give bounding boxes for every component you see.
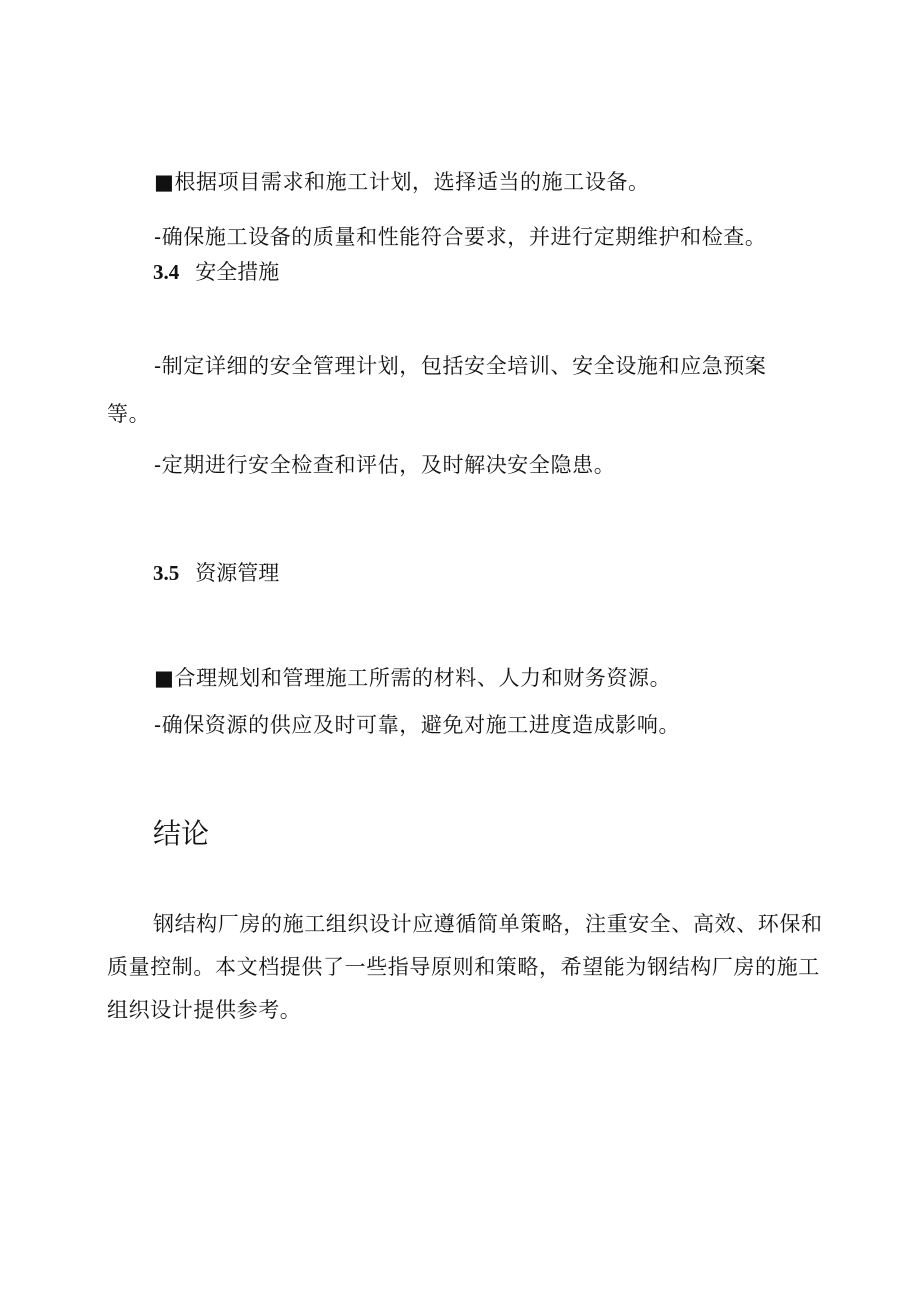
list-item: ■根据项目需求和施工计划，选择适当的施工设备。 [154, 170, 650, 194]
list-item: -确保施工设备的质量和性能符合要求，并进行定期维护和检查。 [154, 225, 767, 249]
conclusion-title: 结论 [153, 817, 210, 850]
list-item: -制定详细的安全管理计划，包括安全培训、安全设施和应急预案 [154, 354, 767, 378]
section-heading-3-5 [153, 559, 279, 587]
conclusion-paragraph [107, 903, 827, 1032]
list-item-continuation: 等。 [107, 402, 151, 426]
list-item: -定期进行安全检查和评估，及时解决安全隐患。 [154, 453, 616, 477]
list-item: -确保资源的供应及时可靠，避免对施工进度造成影响。 [154, 713, 681, 737]
section-number: 3.5 [153, 561, 180, 585]
section-heading-3-4 [153, 258, 279, 286]
section-number: 3.4 [153, 260, 180, 284]
list-item: ■合理规划和管理施工所需的材料、人力和财务资源。 [154, 666, 672, 690]
conclusion-text: 钢结构厂房的施工组织设计应遵循简单策略，注重安全、高效、环保和质量控制。本文档提供了一些指导原则和策略，希望能为钢结构厂房的施工组织设计提供参考。 [107, 912, 823, 1022]
section-title: 安全措施 [195, 260, 280, 284]
section-title: 资源管理 [195, 561, 280, 585]
